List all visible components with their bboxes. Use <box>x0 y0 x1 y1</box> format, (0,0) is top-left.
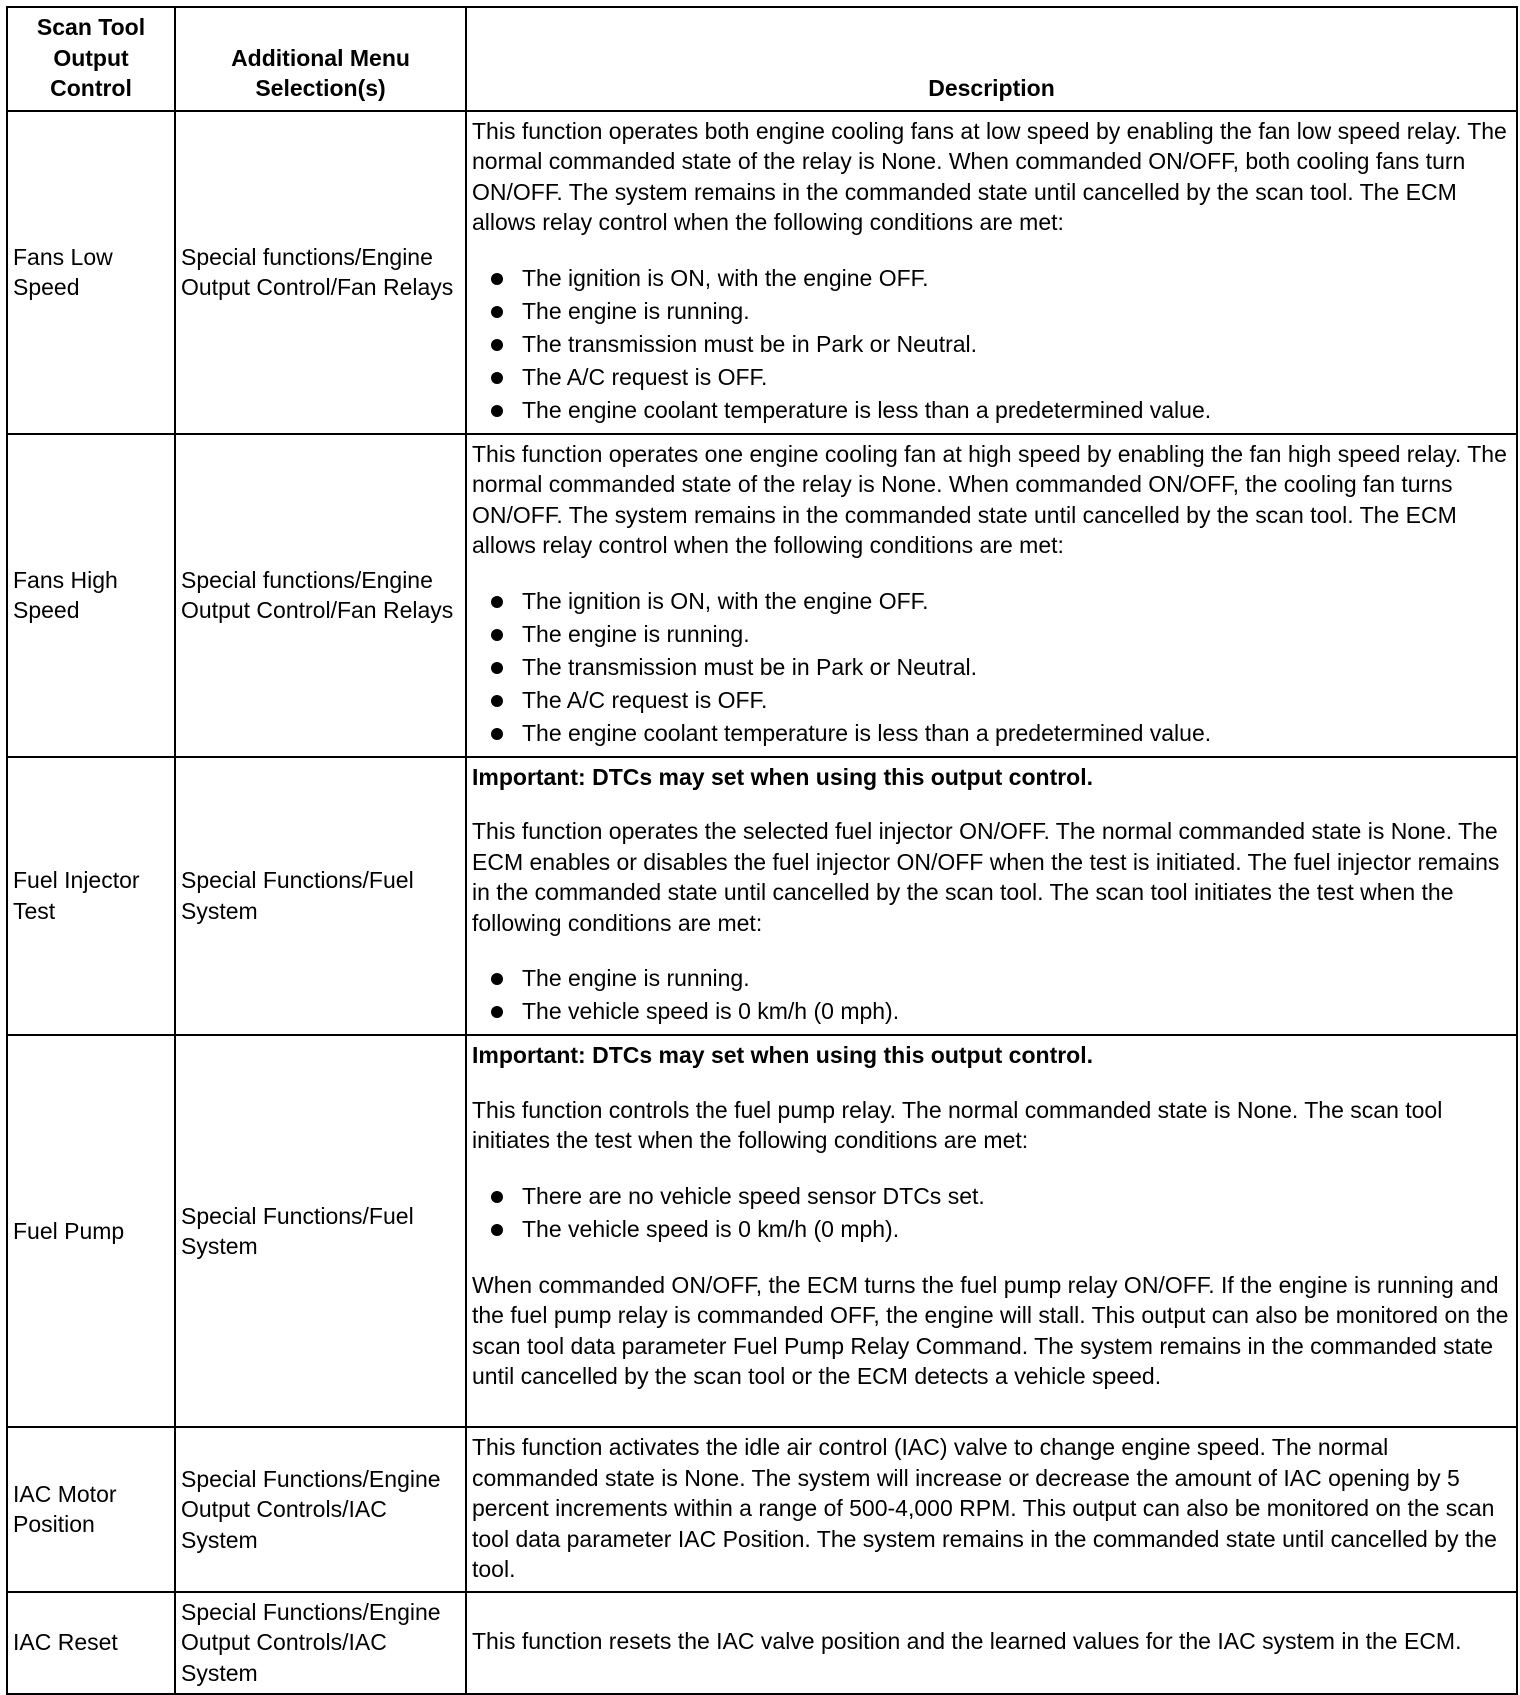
control-cell: Fans High Speed <box>7 434 175 757</box>
condition-item: The transmission must be in Park or Neutral. <box>472 651 1511 684</box>
condition-item: The A/C request is OFF. <box>472 361 1511 394</box>
description-paragraph: This function controls the fuel pump relay. The normal commanded state is None. The scan tool initiates the test when the following conditions are met: <box>472 1096 1443 1153</box>
menu-selection-cell: Special functions/Engine Output Control/Fan Relays <box>175 434 466 757</box>
description-paragraph: This function activates the idle air control (IAC) valve to change engine speed. The normal commanded state is None. The system will increase or decrease the amount of IAC opening by 5 percent increments within a range of 500-4,000 RPM. This output can also be monitored on the scan tool data parameter IAC Position. The system remains in the commanded state until cancelled by the tool. <box>472 1434 1497 1582</box>
condition-item: The vehicle speed is 0 km/h (0 mph). <box>472 1213 1511 1246</box>
condition-list <box>472 585 1511 750</box>
menu-selection-cell: Special Functions/Fuel System <box>175 1035 466 1427</box>
condition-list <box>472 262 1511 427</box>
description-paragraph: This function operates both engine cooling fans at low speed by enabling the fan low speed relay. The normal commanded state of the relay is None. When commanded ON/OFF, both cooling fans turn ON/OFF. The system remains in the commanded state until cancelled by the scan tool. The ECM allows relay control when the following conditions are met: <box>472 117 1507 235</box>
description-paragraph: This function operates one engine cooling fan at high speed by enabling the fan high speed relay. The normal commanded state of the relay is None. When commanded ON/OFF, the cooling fan turns ON/OFF. The system remains in the commanded state until cancelled by the scan tool. The ECM allows relay control when the following conditions are met: <box>472 440 1507 558</box>
important-note: Important: DTCs may set when using this output control. <box>472 1042 1094 1068</box>
table-row <box>7 1427 1517 1592</box>
table-row <box>7 434 1517 757</box>
condition-item: The engine coolant temperature is less than a predetermined value. <box>472 394 1511 427</box>
important-note: Important: DTCs may set when using this output control. <box>472 763 1094 790</box>
description-cell <box>466 1592 1517 1694</box>
description-cell <box>466 1035 1517 1427</box>
condition-item: The A/C request is OFF. <box>472 684 1511 717</box>
condition-item: The ignition is ON, with the engine OFF. <box>472 585 1511 618</box>
menu-selection-cell: Special Functions/Engine Output Controls/IAC System <box>175 1427 466 1592</box>
header-row <box>7 7 1517 111</box>
control-cell: Fans Low Speed <box>7 111 175 434</box>
menu-selection-cell: Special functions/Engine Output Control/Fan Relays <box>175 111 466 434</box>
table-row <box>7 1035 1517 1427</box>
description-paragraph: This function operates the selected fuel injector ON/OFF. The normal commanded state is None. The ECM enables or disables the fuel injector ON/OFF when the test is initiated. The fuel injector remains in the commanded state until cancelled by the scan tool. The scan tool initiates the test when the following conditions are met: <box>472 818 1500 936</box>
table-row <box>7 757 1517 1036</box>
control-cell: IAC Motor Position <box>7 1427 175 1592</box>
condition-item: The engine is running. <box>472 295 1511 328</box>
condition-item: The engine coolant temperature is less than a predetermined value. <box>472 717 1511 750</box>
header-additional-menu-selections: Additional Menu Selection(s) <box>175 7 466 111</box>
condition-item: The engine is running. <box>472 962 1511 995</box>
description-paragraph: This function resets the IAC valve position and the learned values for the IAC system in the ECM. <box>472 1628 1462 1655</box>
condition-item: The vehicle speed is 0 km/h (0 mph). <box>472 995 1511 1028</box>
description-cell <box>466 434 1517 757</box>
condition-list <box>472 1180 1511 1246</box>
control-cell: Fuel Pump <box>7 1035 175 1427</box>
menu-selection-cell: Special Functions/Engine Output Controls/IAC System <box>175 1592 466 1694</box>
header-scan-tool-output-control: Scan Tool Output Control <box>7 7 175 111</box>
condition-item: The ignition is ON, with the engine OFF. <box>472 262 1511 295</box>
condition-item: There are no vehicle speed sensor DTCs set. <box>472 1180 1511 1213</box>
description-cell <box>466 757 1517 1036</box>
control-cell: Fuel Injector Test <box>7 757 175 1036</box>
menu-selection-cell: Special Functions/Fuel System <box>175 757 466 1036</box>
table-row <box>7 111 1517 434</box>
table-row <box>7 1592 1517 1694</box>
condition-item: The engine is running. <box>472 618 1511 651</box>
output-control-table <box>6 6 1518 1695</box>
condition-list <box>472 962 1511 1028</box>
description-cell <box>466 1427 1517 1592</box>
header-description: Description <box>466 7 1517 111</box>
description-cell <box>466 111 1517 434</box>
description-paragraph: When commanded ON/OFF, the ECM turns the fuel pump relay ON/OFF. If the engine is running and the fuel pump relay is commanded OFF, the engine will stall. This output can also be monitored on the scan tool data parameter Fuel Pump Relay Command. The system remains in the commanded state until cancelled by the scan tool or the ECM detects a vehicle speed. <box>472 1271 1509 1389</box>
condition-item: The transmission must be in Park or Neutral. <box>472 328 1511 361</box>
control-cell: IAC Reset <box>7 1592 175 1694</box>
